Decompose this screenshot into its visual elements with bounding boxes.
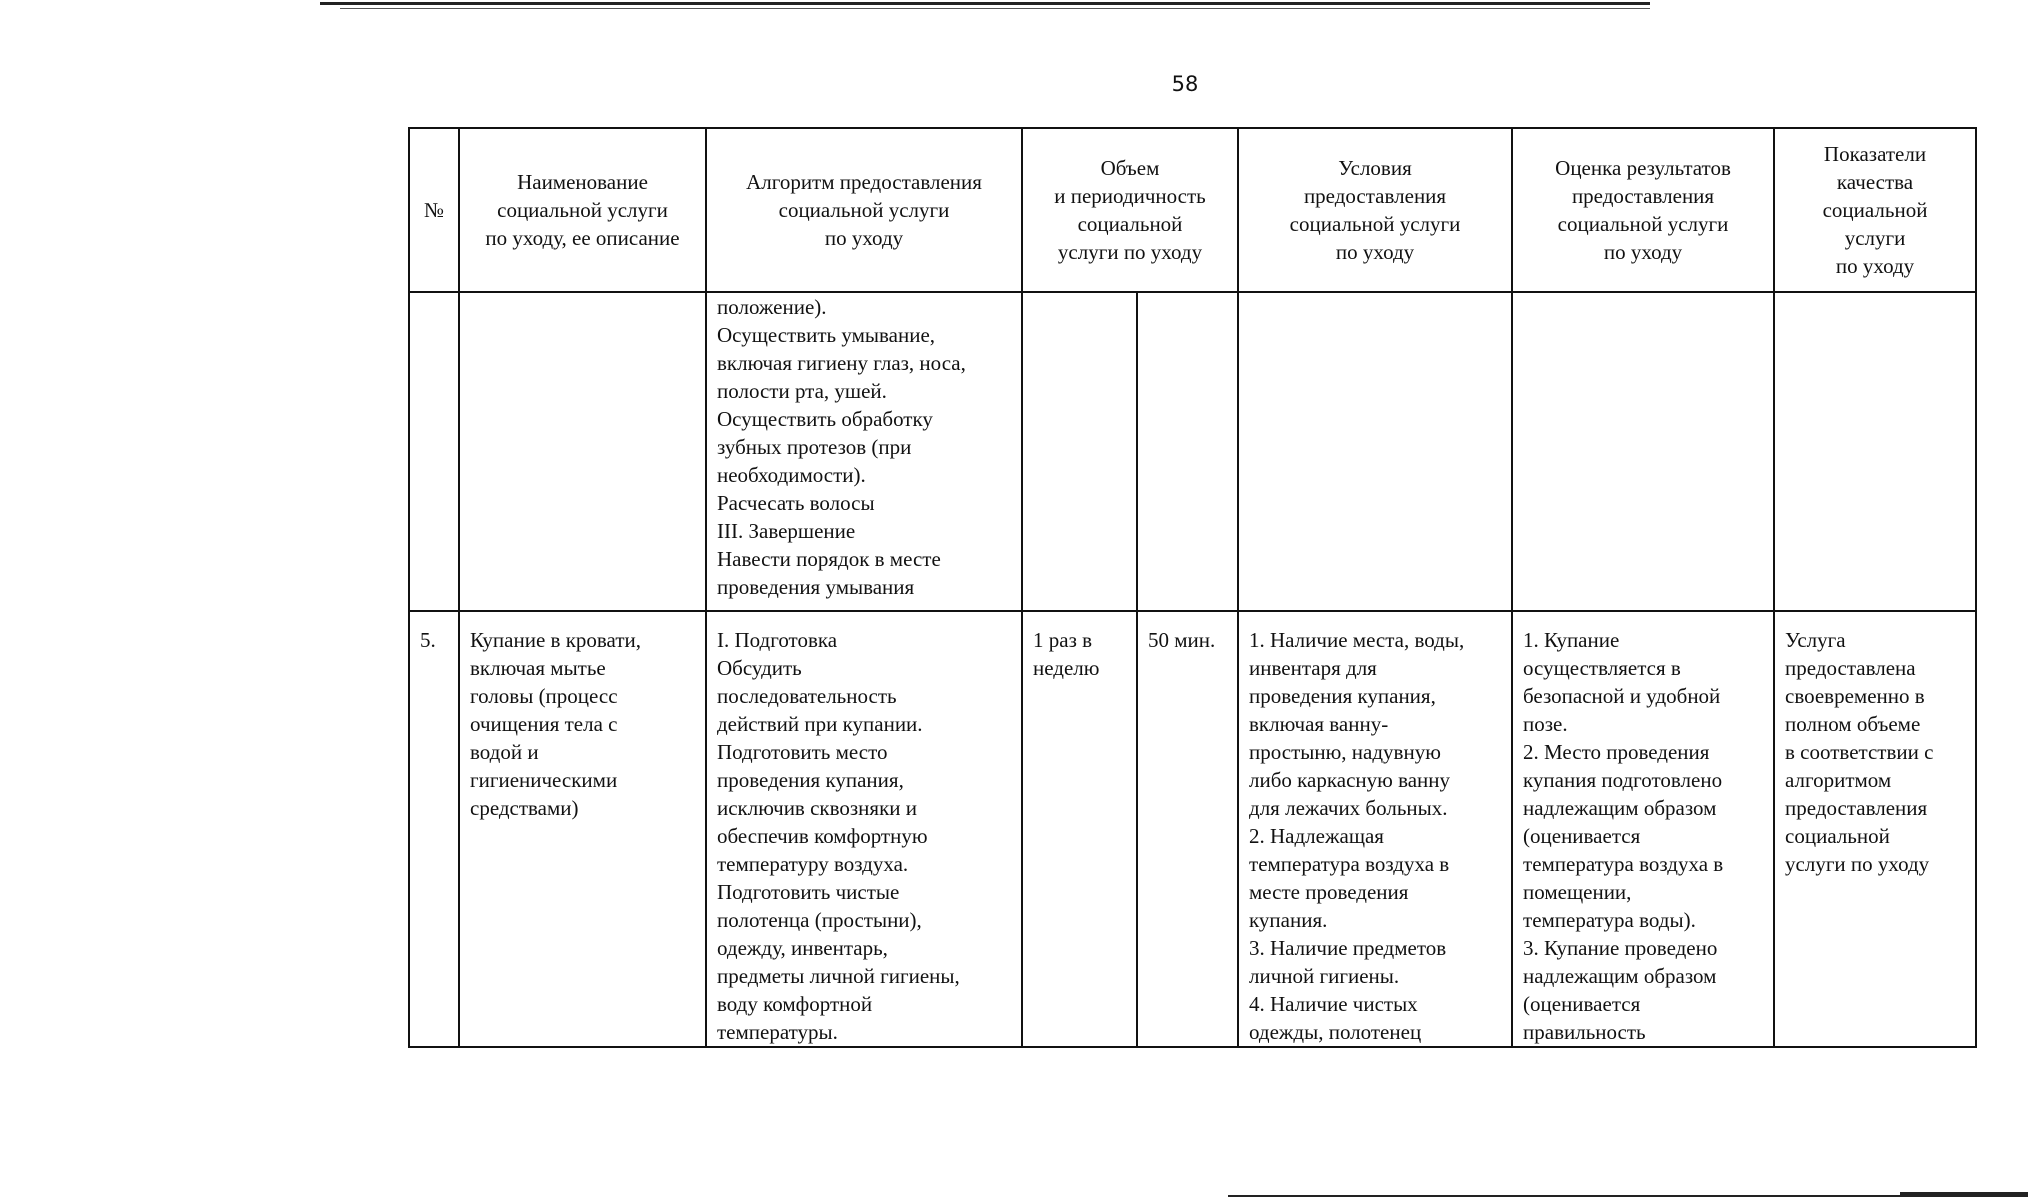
header-volume: Объем и периодичность социальной услуги по уходу xyxy=(1022,128,1238,292)
cell-evaluation xyxy=(1512,292,1774,611)
table-row-continuation xyxy=(409,292,1976,611)
cell-frequency: 1 раз в неделю xyxy=(1022,611,1137,1047)
bottom-border-line-thick xyxy=(1900,1192,2028,1195)
cell-frequency xyxy=(1022,292,1137,611)
cell-duration: 50 мин. xyxy=(1137,611,1238,1047)
cell-conditions: 1. Наличие места, воды, инвентаря для проведения купания, включая ванну- простыню, надувную либо каркасную ванну для лежачих больных. 2. Надлежащая температура воздуха в месте проведения купания. 3. Наличие предметов личной гигиены. 4. Наличие чистых одежды, полотенец xyxy=(1238,611,1512,1047)
top-border-line xyxy=(320,2,1650,5)
cell-num xyxy=(409,292,459,611)
cell-algorithm: положение). Осуществить умывание, включая гигиену глаз, носа, полости рта, ушей. Осуществить обработку зубных протезов (при необходимости). Расчесать волосы III. Завершение Навести порядок в месте проведения умывания xyxy=(706,292,1022,611)
top-border-line-thin xyxy=(340,8,1650,9)
cell-algorithm: I. Подготовка Обсудить последовательность действий при купании. Подготовить место проведения купания, исключив сквозняки и обеспечив комфортную температуру воздуха. Подготовить чистые полотенца (простыни), одежду, инвентарь, предметы личной гигиены, воду комфортной температуры. xyxy=(706,611,1022,1047)
header-name: Наименование социальной услуги по уходу, ее описание xyxy=(459,128,706,292)
cell-conditions xyxy=(1238,292,1512,611)
cell-quality: Услуга предоставлена своевременно в полном объеме в соответствии с алгоритмом предоставления социальной услуги по уходу xyxy=(1774,611,1976,1047)
page-number: 58 xyxy=(1171,72,1199,96)
bottom-border-line xyxy=(1228,1195,2028,1197)
table-row-5 xyxy=(409,611,1976,1047)
table-header-row xyxy=(409,128,1976,292)
header-algorithm: Алгоритм предоставления социальной услуги по уходу xyxy=(706,128,1022,292)
header-conditions: Условия предоставления социальной услуги по уходу xyxy=(1238,128,1512,292)
services-table xyxy=(408,127,1977,1048)
cell-duration xyxy=(1137,292,1238,611)
cell-name xyxy=(459,292,706,611)
cell-quality xyxy=(1774,292,1976,611)
cell-evaluation: 1. Купание осуществляется в безопасной и удобной позе. 2. Место проведения купания подготовлено надлежащим образом (оценивается температура воздуха в помещении, температура воды). 3. Купание проведено надлежащим образом (оценивается правильность xyxy=(1512,611,1774,1047)
cell-name: Купание в кровати, включая мытье головы (процесс очищения тела с водой и гигиеническими средствами) xyxy=(459,611,706,1047)
header-num: № xyxy=(409,128,459,292)
header-quality: Показатели качества социальной услуги по уходу xyxy=(1774,128,1976,292)
cell-num: 5. xyxy=(409,611,459,1047)
header-evaluation: Оценка результатов предоставления социальной услуги по уходу xyxy=(1512,128,1774,292)
